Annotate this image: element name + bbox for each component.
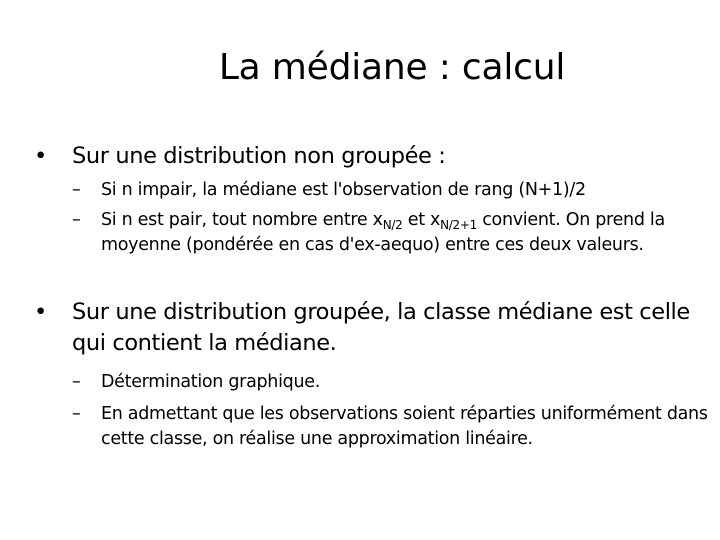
sub-bullet-odd-text: Si n impair, la médiane est l'observation de rang (N+1)/2	[101, 180, 586, 200]
bullet-grouped-text: Sur une distribution groupée, la classe médiane est celle qui contient la médiane.	[72, 299, 690, 356]
sub-bullet-dash: –	[72, 210, 81, 230]
subscript-n-half-plus-one: N/2+1	[440, 218, 477, 232]
sub-bullet-linear-text: En admettant que les observations soient réparties uniformément dans cette classe, on réalise une approximation linéaire.	[101, 404, 708, 449]
sub-bullet-dash: –	[72, 372, 81, 392]
sub-bullet-dash: –	[72, 404, 81, 424]
even-text-part-c: convient. On prend la moyenne (pondérée en cas d'ex-aequo) entre ces deux valeurs.	[101, 210, 665, 255]
sub-bullet-graphic	[72, 370, 716, 395]
bullet-ungrouped	[34, 141, 706, 172]
sub-bullet-linear	[72, 402, 716, 452]
sub-bullet-dash: –	[72, 180, 81, 200]
bullet-dot: •	[34, 143, 47, 169]
sub-bullet-graphic-text: Détermination graphique.	[101, 372, 320, 392]
even-text-part-a: Si n est pair, tout nombre entre x	[101, 210, 383, 230]
slide-title-text: La médiane : calcul	[218, 47, 566, 88]
sub-bullet-odd	[72, 178, 716, 203]
even-text-part-b: et x	[402, 210, 441, 230]
sub-bullet-even-text	[101, 208, 716, 258]
bullet-grouped	[34, 297, 706, 359]
bullet-ungrouped-text: Sur une distribution non groupée :	[72, 143, 446, 169]
bullet-dot: •	[34, 299, 47, 325]
subscript-n-half: N/2	[382, 218, 403, 232]
sub-bullet-even	[72, 208, 716, 258]
slide-title	[0, 44, 720, 92]
